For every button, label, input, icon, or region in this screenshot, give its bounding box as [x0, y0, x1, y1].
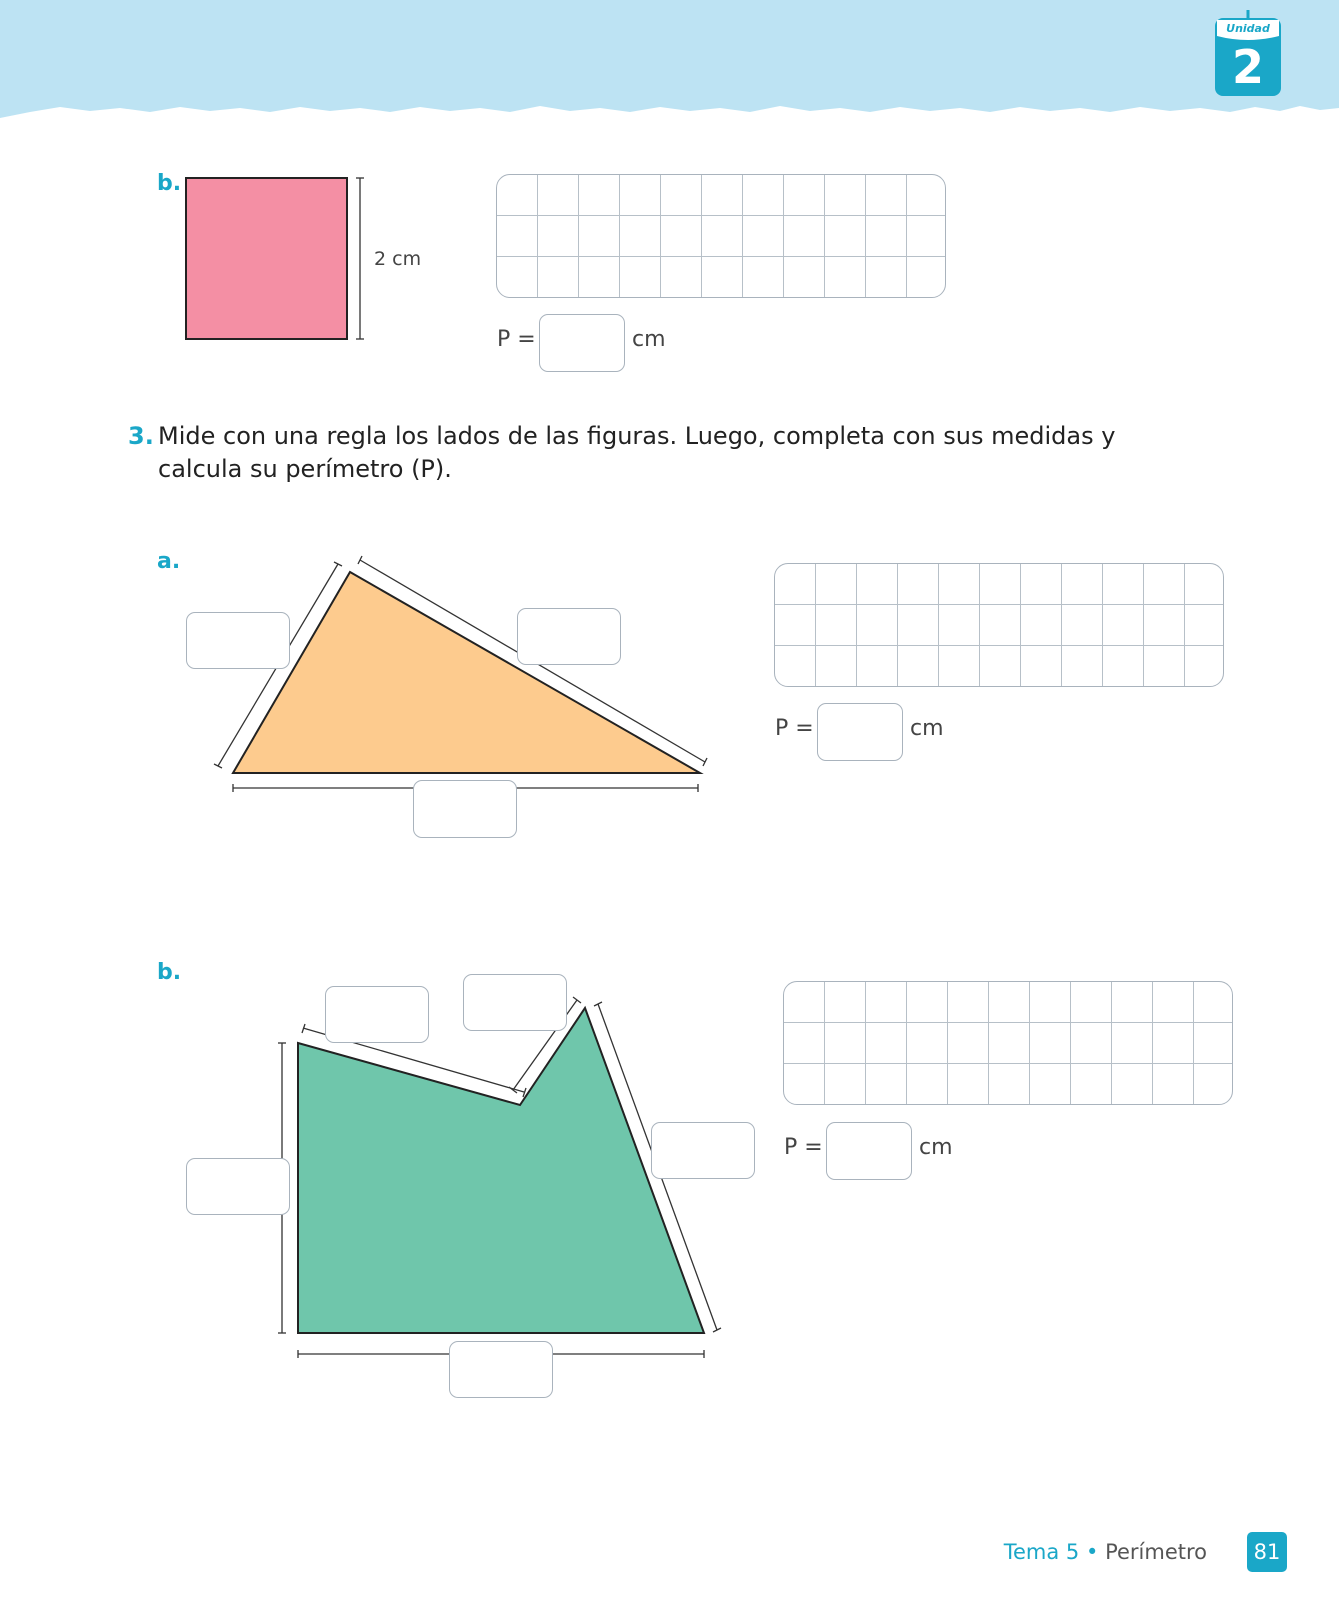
- polygon-right-side-input[interactable]: [651, 1122, 755, 1179]
- exercise-3a-letter: a.: [157, 549, 181, 574]
- orange-triangle: [233, 572, 700, 773]
- pink-square: [186, 178, 347, 339]
- green-polygon: [298, 1008, 704, 1333]
- unit-label-3a: cm: [910, 716, 944, 741]
- unit-badge-number: 2: [1231, 40, 1264, 94]
- exercise-2b-letter: b.: [157, 171, 182, 196]
- instruction-3: [128, 420, 1178, 486]
- page-number: 81: [1247, 1532, 1287, 1572]
- header-band-shape: [0, 0, 1339, 118]
- perimeter-input-3a[interactable]: [817, 703, 903, 761]
- polygon-middle-side-input[interactable]: [463, 974, 567, 1031]
- grid-box-3b[interactable]: [783, 981, 1233, 1105]
- polygon-left-side-input[interactable]: [186, 1158, 290, 1215]
- grid-box-2b[interactable]: [496, 174, 946, 298]
- header-band: [0, 0, 1339, 120]
- exercise-3b-letter: b.: [157, 960, 182, 985]
- unit-badge-label: Unidad: [1226, 22, 1270, 35]
- triangle-left-side-input[interactable]: [186, 612, 290, 669]
- perimeter-label-3a: P =: [775, 716, 814, 741]
- footer-topic-name: Tema 5: [1003, 1540, 1080, 1564]
- square-side-label: 2 cm: [374, 248, 422, 270]
- perimeter-input-2b[interactable]: [539, 314, 625, 372]
- instruction-number: 3.: [128, 422, 154, 450]
- perimeter-input-3b[interactable]: [826, 1122, 912, 1180]
- triangle-bottom-side-input[interactable]: [413, 780, 517, 838]
- footer-subtopic: Perímetro: [1105, 1540, 1207, 1564]
- footer-topic: [1004, 1532, 1207, 1572]
- perimeter-label-2b: P =: [497, 327, 536, 352]
- triangle-figure: [200, 550, 720, 800]
- triangle-right-side-input[interactable]: [517, 608, 621, 665]
- polygon-top-left-side-input[interactable]: [325, 986, 429, 1043]
- perimeter-label-3b: P =: [784, 1135, 823, 1160]
- grid-box-3a[interactable]: [774, 563, 1224, 687]
- square-figure: [180, 170, 370, 342]
- polygon-bottom-side-input[interactable]: [449, 1341, 553, 1398]
- unit-badge: [1213, 10, 1283, 98]
- footer-separator: •: [1085, 1540, 1099, 1564]
- polygon-figure: [270, 990, 730, 1370]
- unit-label-3b: cm: [919, 1135, 953, 1160]
- instruction-text: Mide con una regla los lados de las figuras. Luego, completa con sus medidas y calcula su perímetro (P).: [158, 422, 1116, 483]
- unit-label-2b: cm: [632, 327, 666, 352]
